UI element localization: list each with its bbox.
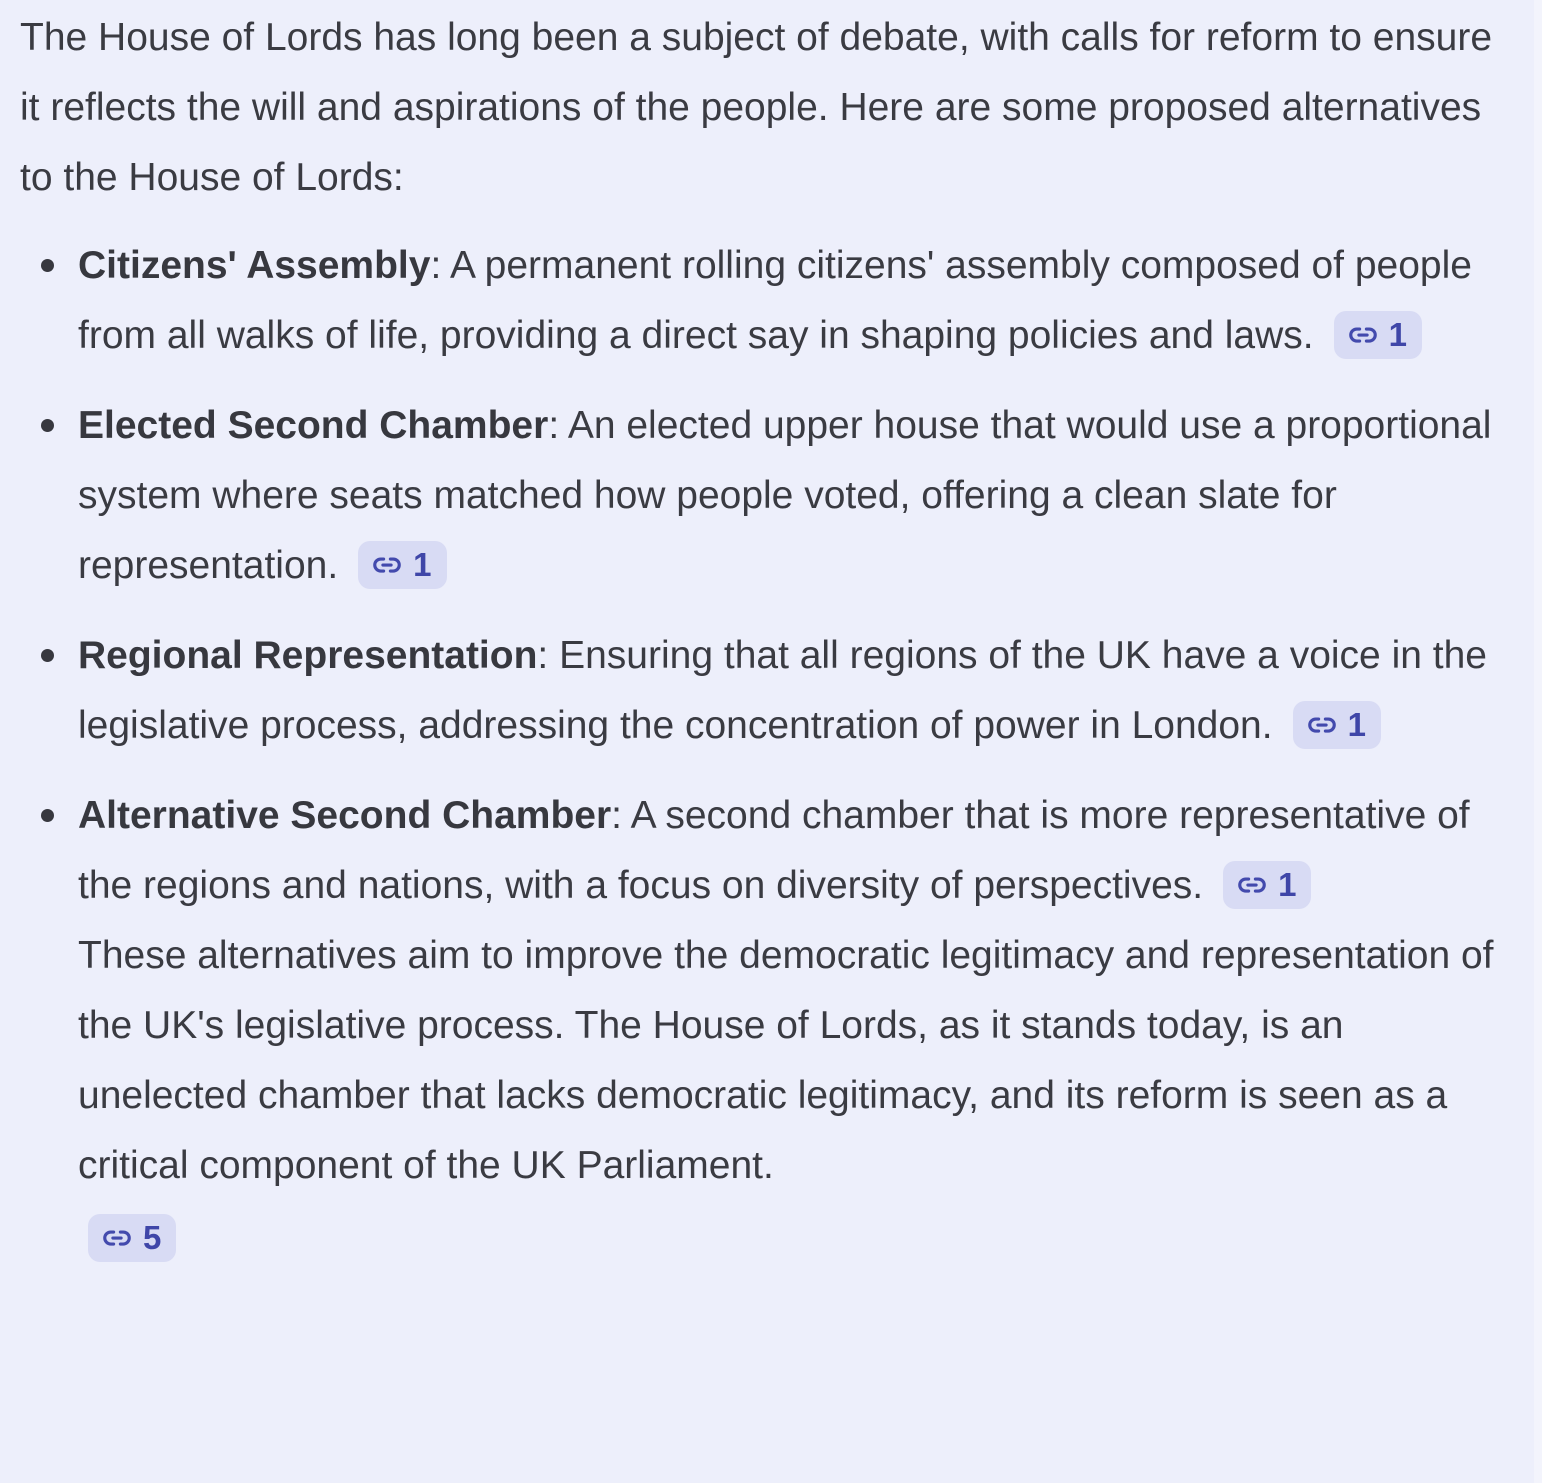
link-icon: [372, 550, 402, 580]
link-icon: [1307, 710, 1337, 740]
list-item: [78, 621, 1518, 761]
link-icon: [1348, 320, 1378, 350]
citation-count: 1: [1278, 865, 1297, 903]
citation-count: 5: [143, 1218, 162, 1256]
list-item-description: : A second chamber that is more representative of the regions and nations, with a focus on diversity of perspectives.: [78, 794, 1470, 907]
citation-badge[interactable]: [88, 1214, 176, 1262]
citation-badge[interactable]: [358, 541, 446, 589]
intro-paragraph: The House of Lords has long been a subject of debate, with calls for reform to ensure it reflects the will and aspirations of the people. Here are some proposed alternatives to the House of Lords:: [20, 16, 1493, 199]
scrollbar-track[interactable]: [1534, 0, 1542, 1483]
closing-paragraph: These alternatives aim to improve the democratic legitimacy and representation of the UK's legislative process. The House of Lords, as it stands today, is an unelected chamber that lacks democratic legitimacy, and its reform is seen as a critical component of the UK Parliament.: [78, 934, 1494, 1187]
link-icon: [1237, 870, 1267, 900]
alternatives-list: [20, 231, 1518, 1265]
citation-count: 1: [1388, 315, 1407, 353]
list-item-description: : A permanent rolling citizens' assembly composed of people from all walks of life, providing a direct say in shaping policies and laws.: [78, 244, 1472, 357]
list-item-term: Alternative Second Chamber: [78, 794, 612, 837]
citation-badge[interactable]: [1334, 311, 1422, 359]
citation-count: 1: [1347, 705, 1366, 743]
list-item-description: : An elected upper house that would use a proportional system where seats matched how people voted, offering a clean slate for representation.: [78, 404, 1492, 587]
list-item-description: : Ensuring that all regions of the UK have a voice in the legislative process, addressing the concentration of power in London.: [78, 634, 1487, 747]
citation-badge[interactable]: [1293, 701, 1381, 749]
closing-citation-row: [88, 1207, 1518, 1265]
citation-count: 1: [413, 545, 432, 583]
list-item: [78, 231, 1518, 371]
list-item: [78, 391, 1518, 601]
list-item-term: Citizens' Assembly: [78, 244, 431, 287]
list-item: [78, 781, 1518, 1265]
citation-badge[interactable]: [1223, 861, 1311, 909]
list-item-term: Regional Representation: [78, 634, 538, 677]
list-item-term: Elected Second Chamber: [78, 404, 549, 447]
link-icon: [102, 1223, 132, 1253]
